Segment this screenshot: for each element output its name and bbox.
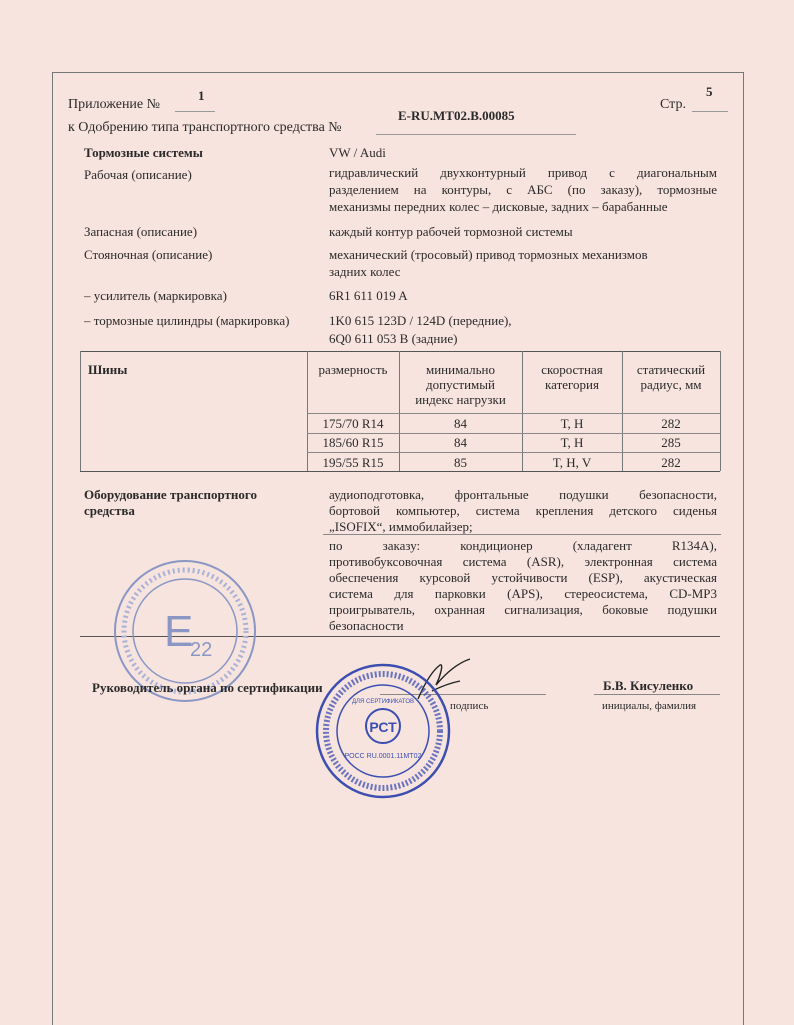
parking-brake-line: механический (тросовый) привод тормозных механизмов xyxy=(329,247,648,262)
parking-brake-label: Стояночная (описание) xyxy=(84,247,213,262)
service-brake-label: Рабочая (описание) xyxy=(84,167,192,182)
table-bottom-rule xyxy=(80,471,720,472)
annex-number-line xyxy=(175,111,215,112)
table-cell: T, H, V xyxy=(552,455,592,470)
svg-text:РСТ: РСТ xyxy=(369,719,397,735)
column-header-line: скоростная xyxy=(541,362,603,377)
approval-label: к Одобрению типа транспортного средства № xyxy=(68,120,342,135)
signatory-name: Б.В. Кисуленко xyxy=(603,678,694,693)
table-cell: 84 xyxy=(454,435,467,450)
column-header-line: индекс нагрузки xyxy=(415,392,506,407)
brakes-title: Тормозные системы xyxy=(84,145,203,160)
table-cell: 285 xyxy=(661,435,681,450)
column-header-line: категория xyxy=(545,377,599,392)
table-cell: 84 xyxy=(454,416,467,431)
cylinders-line: 6Q0 611 053 B (задние) xyxy=(329,331,458,346)
equipment-line: противобуксовочная система (ASR), электронная система xyxy=(329,554,717,569)
cylinders-line: 1K0 615 123D / 124D (передние), xyxy=(329,313,512,328)
cylinders-label: – тормозные цилиндры (маркировка) xyxy=(84,313,290,328)
equipment-title: Оборудование транспортного xyxy=(84,487,257,502)
page-number-line xyxy=(692,111,728,112)
tyres-title: Шины xyxy=(88,362,128,377)
table-border-left xyxy=(80,351,81,471)
table-row-divider xyxy=(307,413,720,414)
certification-head-label: Руководитель органа по сертификации xyxy=(92,680,323,695)
approval-number: E-RU.MT02.B.00085 xyxy=(398,108,515,123)
service-brake-line: механизмы передних колес – дисковые, задних – барабанные xyxy=(329,199,668,214)
table-cell: 175/70 R14 xyxy=(322,416,384,431)
table-cell: 282 xyxy=(661,416,681,431)
svg-text:ДЛЯ СЕРТИФИКАТОВ: ДЛЯ СЕРТИФИКАТОВ xyxy=(351,699,415,705)
secondary-brake-value: каждый контур рабочей тормозной системы xyxy=(329,224,573,239)
page-number: 5 xyxy=(706,84,713,99)
column-header-line: размерность xyxy=(318,362,388,377)
equipment-line: система для парковки (APS), стереосистема, CD-MP3 xyxy=(329,586,717,601)
table-row-divider xyxy=(307,452,720,453)
table-cell: 85 xyxy=(454,455,467,470)
equipment-optional xyxy=(329,538,717,633)
table-cell: 185/60 R15 xyxy=(322,435,384,450)
equipment-line: по заказу: кондиционер (хладагент R134A), xyxy=(329,538,717,553)
table-row-divider xyxy=(307,433,720,434)
equipment-line: обеспечения курсовой устойчивости (ESP), акустическая xyxy=(329,570,717,585)
booster-value: 6R1 611 019 A xyxy=(329,288,408,303)
secondary-brake-label: Запасная (описание) xyxy=(84,224,198,239)
equipment-line: проигрыватель, охранная сигнализация, боковые подушки xyxy=(329,602,717,617)
column-header-load-index xyxy=(399,362,522,407)
table-cell: T, H xyxy=(560,435,584,450)
equipment-line: аудиоподготовка, фронтальные подушки безопасности, xyxy=(329,487,717,502)
column-header-line: статический xyxy=(636,362,706,377)
certification-body-stamp xyxy=(313,662,453,800)
name-line xyxy=(594,694,720,695)
table-cell: 195/55 R15 xyxy=(322,455,384,470)
annex-label: Приложение № xyxy=(68,97,160,112)
booster-label: – усилитель (маркировка) xyxy=(84,288,227,303)
equipment-standard xyxy=(329,487,717,534)
equipment-title: средства xyxy=(84,503,135,518)
name-caption: инициалы, фамилия xyxy=(602,700,697,712)
approval-number-line xyxy=(376,134,576,135)
column-header-line: допустимый xyxy=(426,377,495,392)
table-cell: 282 xyxy=(661,455,681,470)
table-border-right xyxy=(720,351,721,471)
page-label: Стр. xyxy=(660,97,686,112)
column-header-static-radius xyxy=(622,362,720,392)
equipment-line: бортовой компьютер, система крепления детского сиденья xyxy=(329,503,717,518)
parking-brake-line: задних колес xyxy=(329,264,401,279)
equipment-line: безопасности xyxy=(329,618,404,633)
service-brake-line: гидравлический двухконтурный привод с диагональным xyxy=(329,165,717,180)
svg-text:E: E xyxy=(164,607,194,656)
equipment-line: „ISOFIX“, иммобилайзер; xyxy=(329,519,473,534)
column-header-line: радиус, мм xyxy=(640,377,702,392)
table-cell: T, H xyxy=(560,416,584,431)
svg-text:22: 22 xyxy=(190,639,213,661)
brakes-make: VW / Audi xyxy=(329,145,386,160)
column-header-line: минимально xyxy=(426,362,495,377)
service-brake-line: разделением на контуры, с АБС (по заказу), тормозные xyxy=(329,182,717,197)
table-top-rule xyxy=(80,351,720,352)
column-header-speed-category xyxy=(522,362,622,392)
column-header-size xyxy=(307,362,399,377)
service-brake-description xyxy=(329,165,717,214)
svg-text:РОСС RU.0001.11MT02: РОСС RU.0001.11MT02 xyxy=(344,753,422,760)
signature-caption: подпись xyxy=(450,700,489,712)
equipment-divider xyxy=(323,534,721,535)
annex-number: 1 xyxy=(198,88,205,103)
